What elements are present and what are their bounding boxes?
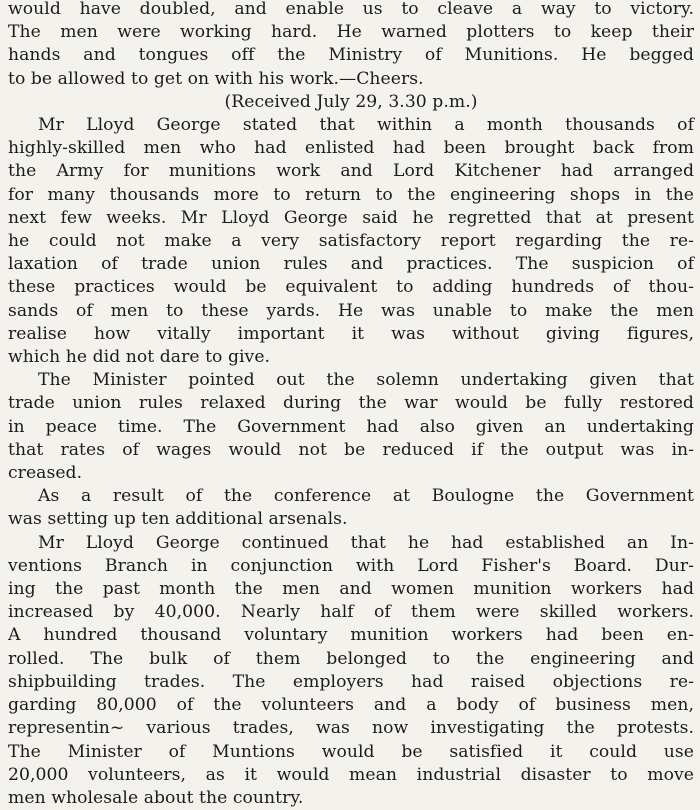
text-line: 20,000 volunteers, as it would mean industrial disaster to move <box>8 764 694 785</box>
text-line: highly-skilled men who had enlisted had been brought back from <box>8 138 694 159</box>
paragraph-3 <box>8 369 694 485</box>
text-line: increased by 40,000. Nearly half of them were skilled workers. <box>8 602 694 623</box>
text-line: sands of men to these yards. He was unable to make the men <box>8 300 694 321</box>
text-line: As a result of the conference at Boulogne the Government <box>38 486 694 507</box>
article-text <box>8 0 694 810</box>
text-line: garding 80,000 of the volunteers and a body of business men, <box>8 695 694 716</box>
text-line: he could not make a very satisfactory report regarding the re- <box>8 231 694 252</box>
text-line: Mr Lloyd George continued that he had established an In- <box>38 532 694 553</box>
text-line: A hundred thousand voluntary munition workers had been en- <box>8 625 694 646</box>
text-line: would have doubled, and enable us to cleave a way to victory. <box>8 0 694 19</box>
text-line: in peace time. The Government had also given an undertaking <box>8 416 694 437</box>
text-line: for many thousands more to return to the engineering shops in the <box>8 184 694 205</box>
text-line: that rates of wages would not be reduced if the output was in- <box>8 439 694 460</box>
paragraph-2 <box>8 114 694 369</box>
text-line: The Minister pointed out the solemn undertaking given that <box>38 370 694 391</box>
text-line: representin~ various trades, was now investigating the protests. <box>8 718 694 739</box>
text-line: hands and tongues off the Ministry of Munitions. He begged <box>8 45 694 66</box>
text-line: Mr Lloyd George stated that within a month thousands of <box>38 115 694 136</box>
text-line: the Army for munitions work and Lord Kitchener had arranged <box>8 161 694 182</box>
text-line: to be allowed to get on with his work.—Cheers. <box>8 68 424 89</box>
paragraph-1 <box>8 0 694 91</box>
text-line: creased. <box>8 463 83 484</box>
text-line: ing the past month the men and women munition workers had <box>8 579 694 600</box>
text-line: ventions Branch in conjunction with Lord Fisher's Board. Dur- <box>8 555 694 576</box>
text-line: which he did not dare to give. <box>8 347 271 368</box>
paragraph-5 <box>8 532 694 810</box>
text-line: rolled. The bulk of them belonged to the engineering and <box>8 648 694 669</box>
text-line: laxation of trade union rules and practices. The suspicion of <box>8 254 694 275</box>
text-line: men wholesale about the country. <box>8 787 304 808</box>
text-line: realise how vitally important it was without giving figures, <box>8 323 694 344</box>
text-line: The Minister of Muntions would be satisfied it could use <box>8 741 694 762</box>
received-dateline: (Received July 29, 3.30 p.m.) <box>224 91 478 112</box>
paragraph-4 <box>8 485 694 531</box>
text-line: these practices would be equivalent to adding hundreds of thou- <box>8 277 694 298</box>
text-line: next few weeks. Mr Lloyd George said he regretted that at present <box>8 207 694 228</box>
dateline <box>8 91 694 114</box>
text-line: shipbuilding trades. The employers had raised objections re- <box>8 671 694 692</box>
text-line: trade union rules relaxed during the war would be fully restored <box>8 393 694 414</box>
text-line: The men were working hard. He warned plotters to keep their <box>8 22 694 43</box>
text-line: was setting up ten additional arsenals. <box>8 509 348 530</box>
